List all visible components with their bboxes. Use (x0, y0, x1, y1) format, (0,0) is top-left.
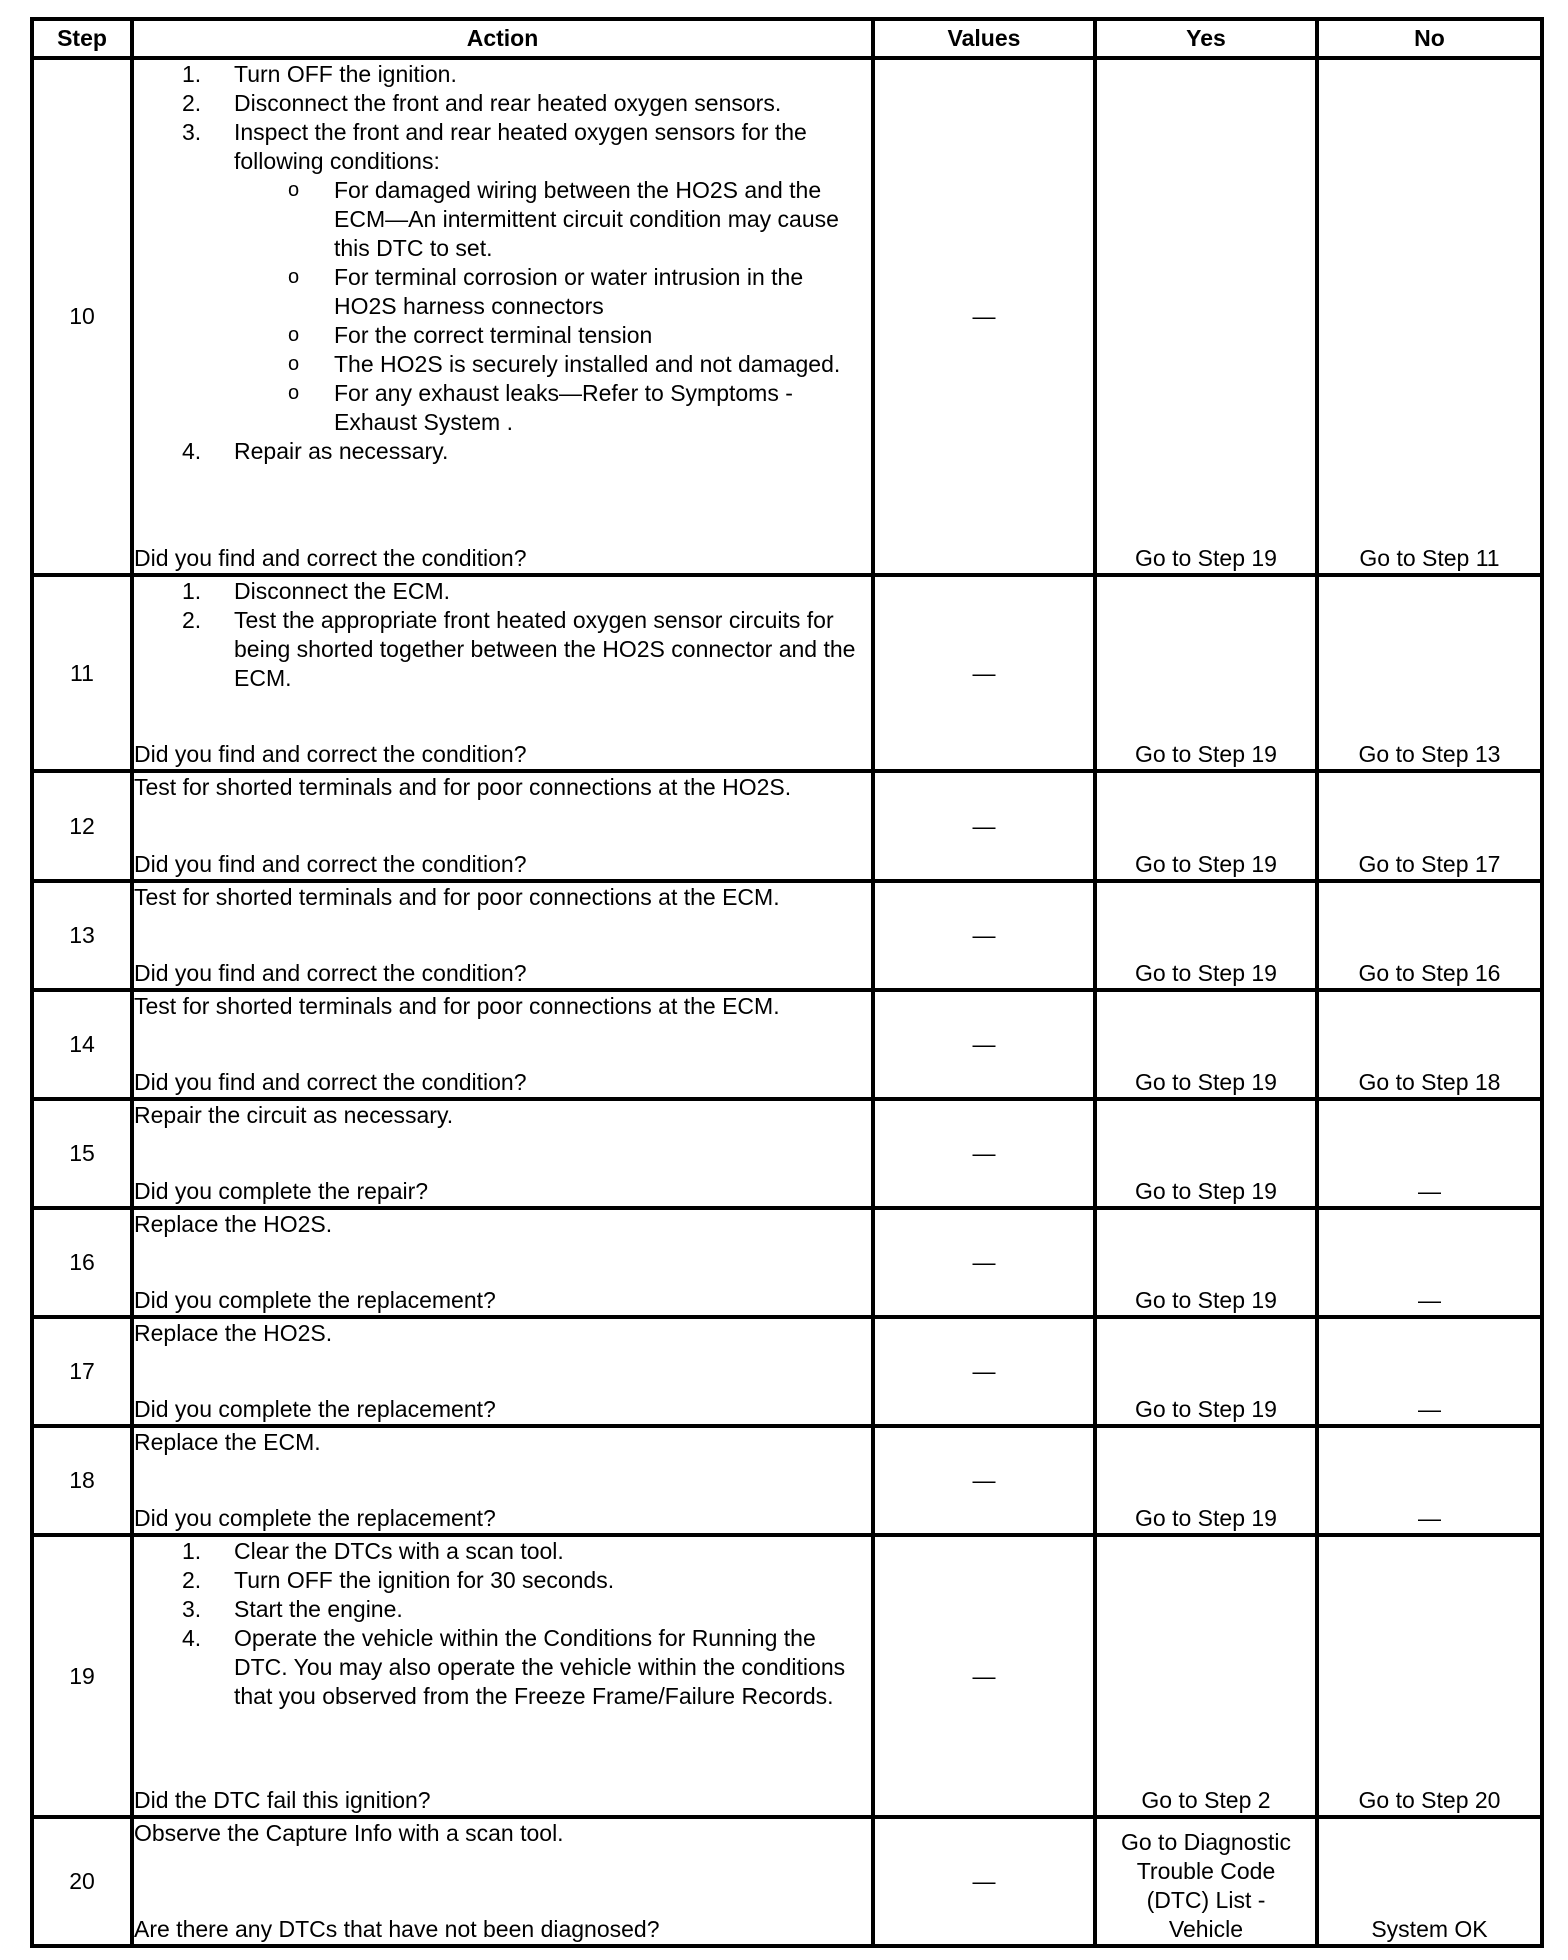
table-row (32, 881, 1542, 990)
question-text: Did you complete the replacement? (134, 1287, 496, 1313)
list-item: 1. Turn OFF the ignition. (182, 61, 457, 87)
step-number: 15 (32, 1099, 132, 1208)
yes-cell: Go to Step 19 (1095, 881, 1317, 990)
yes-line: Vehicle (1168, 1916, 1244, 1942)
yes-cell: Go to Step 19 (1095, 771, 1317, 881)
values-cell: — (873, 1817, 1095, 1946)
step-number: 13 (32, 881, 132, 990)
header-yes: Yes (1095, 19, 1317, 58)
table-row (32, 771, 1542, 881)
action-text: Replace the HO2S. (134, 1211, 333, 1237)
action-text: Test for shorted terminals and for poor connections at the HO2S. (134, 774, 792, 800)
no-cell: — (1317, 1317, 1542, 1426)
yes-line: (DTC) List - (1146, 1887, 1266, 1913)
action-steps (134, 1537, 871, 1711)
question-text: Did you find and correct the condition? (134, 741, 527, 767)
step-number: 16 (32, 1208, 132, 1317)
list-item: 3. Inspect the front and rear heated oxygen sensors for the following conditions: o For damaged wiring between the HO2S and the ECM—An intermittent circuit condition may cause this DTC to set. o For terminal corrosion or water intrusion in the HO2S harness connectors o For the correct terminal tension o The HO2S is securely installed and not damaged. o For any exhaust leaks—Refer to Symptoms - Exhaust System . (234, 118, 871, 437)
step-number: 12 (32, 771, 132, 881)
yes-cell: Go to Step 19 (1095, 990, 1317, 1099)
yes-cell: Go to Step 19 (1095, 58, 1317, 575)
table-row (32, 1426, 1542, 1535)
values-cell: — (873, 1099, 1095, 1208)
no-cell: System OK (1317, 1817, 1542, 1946)
action-cell (132, 1317, 873, 1426)
no-cell: — (1317, 1426, 1542, 1535)
action-text: Replace the HO2S. (134, 1320, 333, 1346)
list-item: 4. Operate the vehicle within the Conditions for Running the DTC. You may also operate the vehicle within the conditions that you observed from the Freeze Frame/Failure Records. (182, 1625, 846, 1709)
table-row (32, 1535, 1542, 1817)
question-text: Did you find and correct the condition? (134, 1069, 527, 1095)
header-values: Values (873, 19, 1095, 58)
list-item: 1. Disconnect the ECM. (182, 578, 451, 604)
action-cell (132, 1099, 873, 1208)
action-text: Replace the ECM. (134, 1429, 321, 1455)
step-number: 11 (32, 575, 132, 771)
values-cell: — (873, 1535, 1095, 1817)
action-cell (132, 58, 873, 575)
no-cell: Go to Step 17 (1317, 771, 1542, 881)
table-row (32, 1817, 1542, 1946)
no-cell: Go to Step 11 (1317, 58, 1542, 575)
step-number: 18 (32, 1426, 132, 1535)
table-row (32, 575, 1542, 771)
step-number: 14 (32, 990, 132, 1099)
step-number: 20 (32, 1817, 132, 1946)
question-text: Did you find and correct the condition? (134, 545, 527, 571)
table-row (32, 1099, 1542, 1208)
question-text: Did the DTC fail this ignition? (134, 1787, 431, 1813)
table-row (32, 1317, 1542, 1426)
question-text: Did you complete the replacement? (134, 1396, 496, 1422)
list-item: 2. Turn OFF the ignition for 30 seconds. (182, 1567, 615, 1593)
question-text: Are there any DTCs that have not been diagnosed? (134, 1916, 660, 1942)
values-cell: — (873, 1317, 1095, 1426)
header-no: No (1317, 19, 1542, 58)
no-cell: — (1317, 1208, 1542, 1317)
action-cell (132, 1426, 873, 1535)
yes-cell: Go to Step 2 (1095, 1535, 1317, 1817)
yes-cell: Go to Step 19 (1095, 1208, 1317, 1317)
yes-cell (1095, 1817, 1317, 1946)
list-item: o For terminal corrosion or water intrusion in the HO2S harness connectors (288, 264, 804, 319)
action-cell (132, 1535, 873, 1817)
step-number: 17 (32, 1317, 132, 1426)
yes-cell: Go to Step 19 (1095, 1317, 1317, 1426)
list-item: 1. Clear the DTCs with a scan tool. (182, 1538, 564, 1564)
values-cell: — (873, 1208, 1095, 1317)
no-cell: Go to Step 18 (1317, 990, 1542, 1099)
action-cell (132, 881, 873, 990)
table-row (32, 1208, 1542, 1317)
no-cell: Go to Step 20 (1317, 1535, 1542, 1817)
action-steps (134, 577, 871, 693)
question-text: Did you complete the replacement? (134, 1505, 496, 1531)
yes-line: Go to Diagnostic (1120, 1829, 1292, 1855)
header-row (32, 19, 1542, 58)
table-row (32, 990, 1542, 1099)
header-action: Action (132, 19, 873, 58)
question-text: Did you find and correct the condition? (134, 960, 527, 986)
question-text: Did you find and correct the condition? (134, 851, 527, 877)
action-steps (134, 60, 871, 466)
action-text: Test for shorted terminals and for poor connections at the ECM. (134, 884, 780, 910)
list-item: 3. Start the engine. (182, 1596, 403, 1622)
values-cell: — (873, 990, 1095, 1099)
list-item: o The HO2S is securely installed and not damaged. (288, 351, 841, 377)
list-item: 2. Disconnect the front and rear heated oxygen sensors. (182, 90, 782, 116)
yes-cell: Go to Step 19 (1095, 1099, 1317, 1208)
no-cell: — (1317, 1099, 1542, 1208)
no-cell: Go to Step 16 (1317, 881, 1542, 990)
values-cell: — (873, 575, 1095, 771)
values-cell: — (873, 1426, 1095, 1535)
table-row (32, 58, 1542, 575)
list-item: o For damaged wiring between the HO2S and the ECM—An intermittent circuit condition may cause this DTC to set. (288, 177, 839, 261)
step-number: 10 (32, 58, 132, 575)
condition-list (234, 176, 871, 437)
list-item: o For any exhaust leaks—Refer to Symptoms - Exhaust System . (288, 380, 793, 435)
header-step: Step (32, 19, 132, 58)
action-cell (132, 990, 873, 1099)
action-cell (132, 575, 873, 771)
action-text: Repair the circuit as necessary. (134, 1102, 454, 1128)
values-cell: — (873, 771, 1095, 881)
list-item: o For the correct terminal tension (288, 322, 653, 348)
list-item: 4. Repair as necessary. (182, 438, 449, 464)
action-cell (132, 1817, 873, 1946)
diagnostic-table (30, 17, 1544, 1948)
yes-cell: Go to Step 19 (1095, 575, 1317, 771)
action-text: Test for shorted terminals and for poor connections at the ECM. (134, 993, 780, 1019)
yes-cell: Go to Step 19 (1095, 1426, 1317, 1535)
question-text: Did you complete the repair? (134, 1178, 429, 1204)
step-number: 19 (32, 1535, 132, 1817)
values-cell: — (873, 881, 1095, 990)
yes-line: Trouble Code (1136, 1858, 1276, 1884)
list-item: 2. Test the appropriate front heated oxygen sensor circuits for being shorted together between the HO2S connector and the ECM. (182, 607, 856, 691)
values-cell: — (873, 58, 1095, 575)
action-cell (132, 771, 873, 881)
no-cell: Go to Step 13 (1317, 575, 1542, 771)
action-text: Observe the Capture Info with a scan tool. (134, 1820, 564, 1846)
action-cell (132, 1208, 873, 1317)
